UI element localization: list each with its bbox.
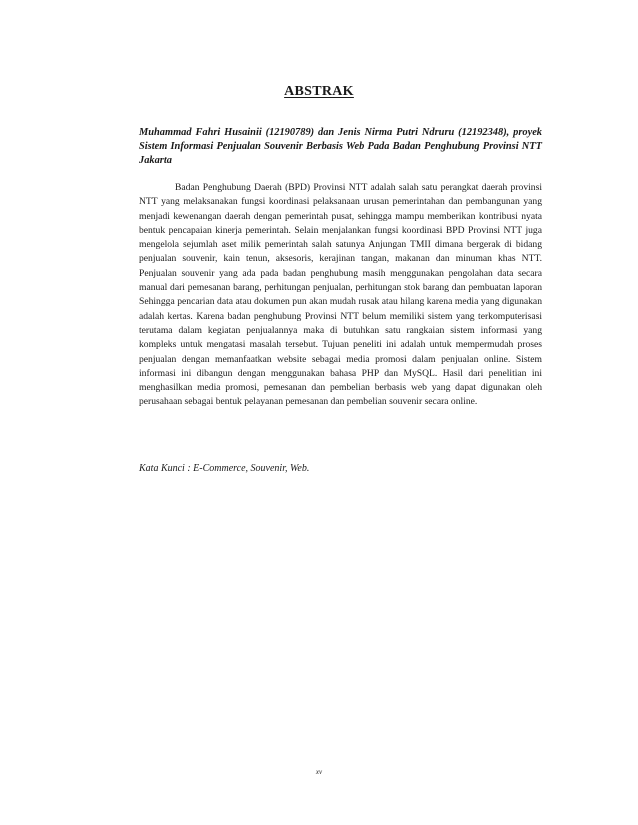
author-line: Muhammad Fahri Husainii (12190789) dan Jenis Nirma Putri Ndruru (12192348), proyek Sistem Informasi Penjualan Souvenir Berbasis Web Pada Badan Penghubung Provinsi NTT Jakarta xyxy=(139,127,542,166)
page-title: ABSTRAK xyxy=(284,84,354,99)
keywords-line: Kata Kunci : E-Commerce, Souvenir, Web. xyxy=(139,463,310,474)
abstract-body: Badan Penghubung Daerah (BPD) Provinsi NTT adalah salah satu perangkat daerah provinsi NTT yang melaksanakan fungsi koordinasi pelaksanaan urusan pemerintahan dan pembangunan yang menjadi kewenangan daerah dengan pemerintah pusat, sehingga mampu memberikan kontribusi nyata bentuk pencapaian kinerja pemerintah. Selain menjalankan fungsi koordinasi BPD Provinsi NTT juga mengelola sejumlah aset milik pemerintah salah satunya Anjungan TMII dimana bergerak di bidang penjualan souvenir, kain tenun, aksesoris, kerajinan tangan, makanan dan minuman khas NTT. Penjualan souvenir yang ada pada badan penghubung masih menggunakan pengolahan data secara manual dari pemesanan barang, perhitungan penjualan, perhitungan stok barang dan pembuatan laporan Sehingga pencarian data atau dokumen pun akan mudah rusak atau hilang karena media yang digunakan adalah kertas. Karena badan penghubung Provinsi NTT belum memiliki sistem yang terkomputerisasi terutama dalam kegiatan penjualannya maka di butuhkan satu rangkaian sistem informasi yang kompleks untuk mengatasi masalah tersebut. Tujuan peneliti ini adalah untuk mempermudah proses penjualan dengan memanfaatkan website sebagai media promosi dalam penjualan online. Sistem informasi ini dibangun dengan menggunakan bahasa PHP dan MySQL. Hasil dari penelitian ini menghasilkan media promosi, pemesanan dan pembelian berbasis web yang dapat digunakan oleh perusahaan sebagai bentuk pelayanan pemesanan dan pembelian souvenir secara online. xyxy=(139,182,542,408)
page-number: xv xyxy=(315,768,323,776)
